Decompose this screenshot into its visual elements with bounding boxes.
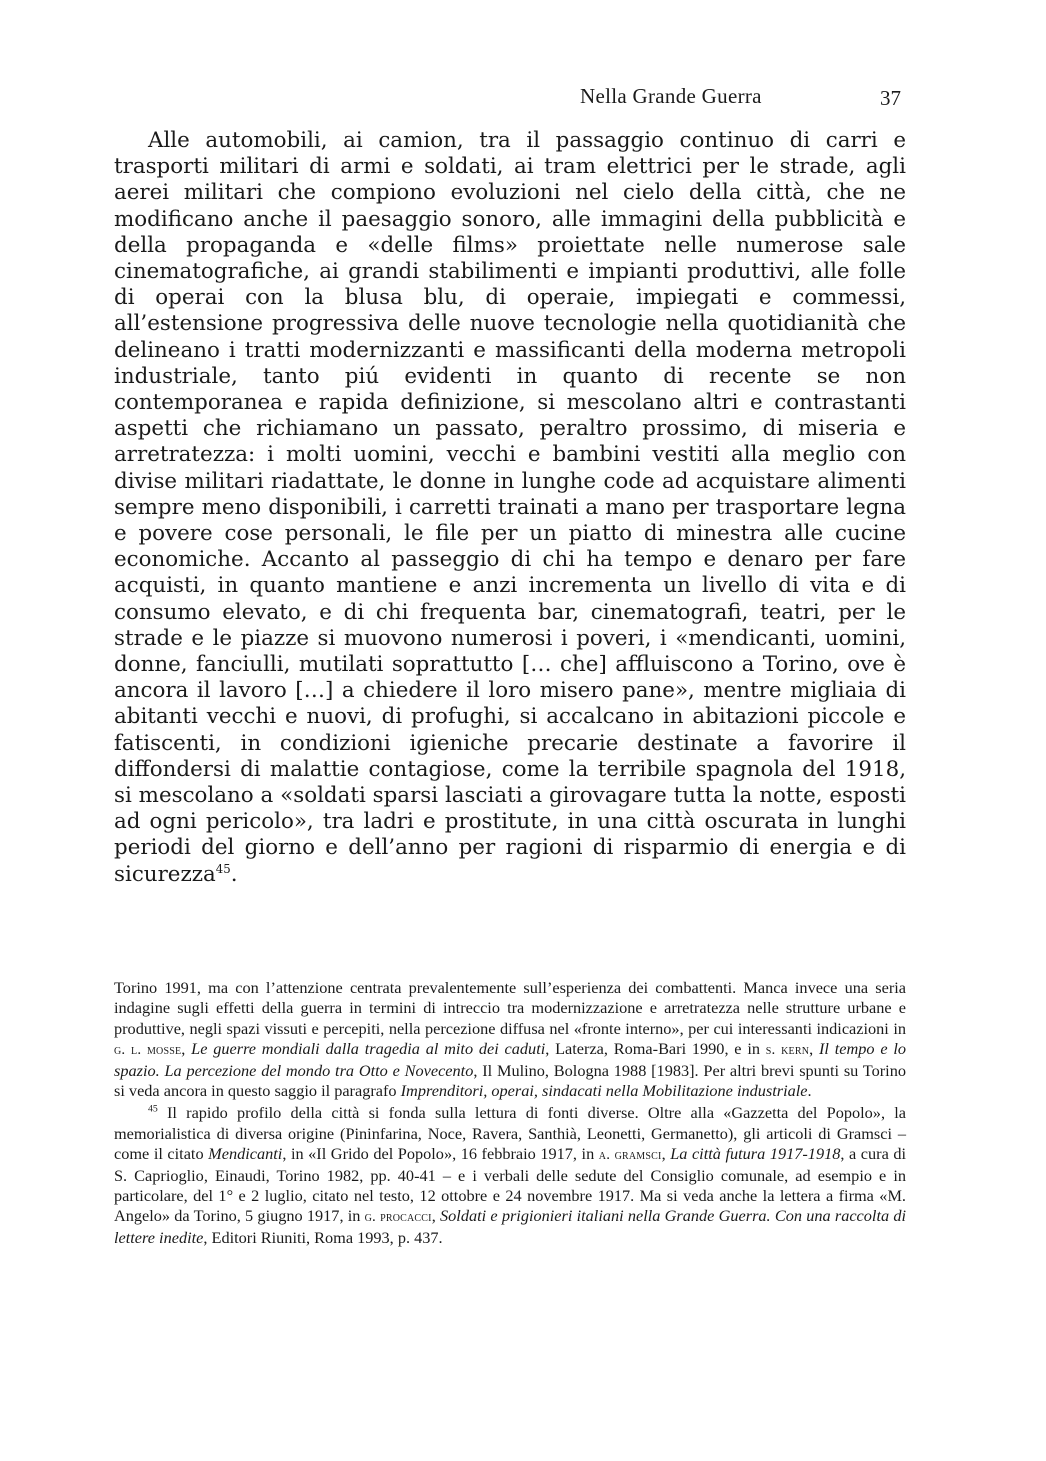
author-name: g. procacci [364, 1209, 432, 1226]
footnote-text: , [809, 1039, 820, 1059]
footnote-text: , in «Il Grido del Popolo», 16 febbraio 1917, in [282, 1144, 599, 1164]
section-title: Imprenditori, operai, sindacati nella Mobilitazione industriale [400, 1081, 808, 1101]
footnote-text: . [807, 1081, 812, 1101]
book-title: Soldati e prigionieri italiani nella Grande Guerra. Con una raccolta di lettere inedite [114, 1206, 906, 1247]
author-name: s. kern [765, 1042, 810, 1059]
running-title: Nella Grande Guerra [580, 84, 762, 108]
body-text: Alle automobili, ai camion, tra il passaggio continuo di carri e trasporti militari di armi e soldati, ai tram elettrici per le strade, agli aerei militari che compiono evoluzioni nel cielo della città, che ne modificano anche il paesaggio sonoro, alle immagini della pubblicità e della propaganda e «delle films» proiettate nelle numerose sale cinematografiche, ai grandi stabilimenti e impianti produttivi, alle folle di operai con la blusa blu, di operaie, impiegati e commessi, all’estensione progressiva delle nuove tecnologie nella quotidianità che delineano i tratti modernizzanti e massificanti della moderna metropoli industriale, tanto piú evidenti in quanto di recente se non contemporanea e rapida definizione, si mescolano altri e contrastanti aspetti che richiamano un passato, peraltro prossimo, di miseria e arretratezza: i molti uomini, vecchi e bambini vestiti alla meglio con divise militari riadattate, le donne in lunghe code ad acquistare alimenti sempre meno disponibili, i carretti trainati a mano per trasportare legna e povere cose personali, le file per un piatto di minestra alle cucine economiche. Accanto al passeggio di chi ha tempo e denaro per fare acquisti, in quanto mantiene e anzi incrementa un livello di vita e di consumo elevato, e di chi frequenta bar, cinematografi, teatri, per le strade e le piazze si muovono numerosi i poveri, i «mendicanti, uomini, donne, fanciulli, mutilati soprattutto [… che] affluiscono a Torino, ove è ancora il lavoro […] a chiedere il loro misero pane», mentre migliaia di abitanti vecchi e nuovi, di profughi, si accalcano in abitazioni piccole e fatiscenti, in condizioni igieniche precarie destinate a favorire il diffondersi di malattie contagiose, come la terribile spagnola del 1918, si mescolano a «soldati sparsi lasciati a girovagare tutta la notte, esposti ad ogni pericolo», tra ladri e prostitute, in una città oscurata in lunghi periodi del giorno e dell’anno per ragioni di risparmio di energia e di sicurezza [114, 128, 906, 887]
footnote-text: , [181, 1039, 192, 1059]
book-title: Il tempo e lo spazio. La percezione del mondo tra Otto e Novecento [114, 1039, 906, 1080]
footnote-text: , Laterza, Roma-Bari 1990, e in [545, 1039, 766, 1059]
book-title: Le guerre mondiali dalla tragedia al mito dei caduti [191, 1039, 546, 1059]
page-number: 37 [880, 86, 901, 110]
article-title: Mendicanti [208, 1144, 283, 1164]
footnotes [114, 978, 906, 1248]
author-name: g. l. mosse [114, 1042, 182, 1059]
footnote-number: 45 [148, 1104, 158, 1116]
footnote-continued [114, 978, 906, 1101]
footnote-text: , Editori Riuniti, Roma 1993, p. 437. [203, 1227, 443, 1247]
body-paragraph [114, 128, 906, 888]
footnote-text: , a cura di S. Caprioglio, Einaudi, Torino 1982, pp. 40-41 – e i verbali delle sedute del Consiglio comunale, ad esempio e in particolare, del 1° e 2 luglio, citato nel testo, 12 ottobre e 24 novembre 1917. Ma si veda anche la lettera a firma «M. Angelo» da Torino, 5 giugno 1917, in [114, 1144, 907, 1226]
footnote-45 [114, 1103, 906, 1248]
book-title: La città futura 1917-1918 [670, 1144, 841, 1164]
footnote-text: , [661, 1144, 671, 1164]
footnote-text: , Il Mulino, Bologna 1988 [1983]. Per altri brevi spunti su Torino si veda ancora in questo saggio il paragrafo [114, 1060, 906, 1101]
footnote-text: , [431, 1206, 441, 1226]
footnote-reference[interactable]: 45 [215, 861, 231, 876]
footnote-text: Torino 1991, ma con l’attenzione centrata prevalentemente sull’esperienza dei combattenti. Manca invece una seria indagine sugli effetti della guerra in termini di intreccio tra modernizzazione e arretratezza nelle strutture urbane e produttive, negli spazi vissuti e percepiti, nella percezione diffusa nel «fronte interno», per cui interessanti indicazioni in [114, 978, 906, 1038]
body-text-end: . [230, 861, 238, 887]
author-name: a. gramsci [598, 1147, 662, 1164]
footnote-text: Il rapido profilo della città si fonda sulla lettura di fonti diverse. Oltre alla «Gazzetta del Popolo», la memorialistica di diversa origine (Pininfarina, Noce, Ravera, Santhià, Leonetti, Germanetto), gli articoli di Gramsci – come il citato [114, 1103, 906, 1164]
